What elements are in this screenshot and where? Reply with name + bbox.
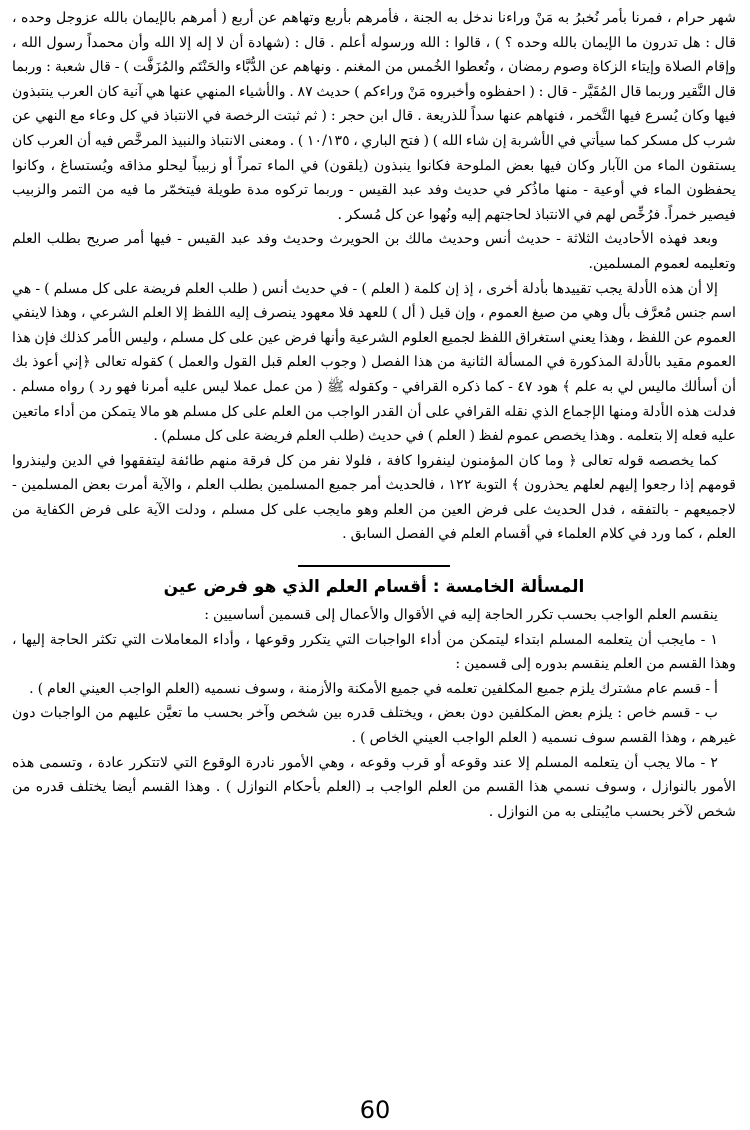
section-intro: ينقسم العلم الواجب بحسب تكرر الحاجة إليه في الأقوال والأعمال إلى قسمين أساسيين :	[204, 607, 718, 624]
list-item-1b: ب - قسم خاص : يلزم بعض المكلفين دون بعض ، ويختلف قدره بين شخص وآخر بحسب ما تعيَّن عليهم من الواجبات دون غيرهم ، وهذا القسم سوف نسميه ( العلم الواجب العيني الخاص ) .	[12, 705, 736, 747]
section-divider	[298, 565, 450, 567]
body-paragraph-2: وبعد فهذه الأحاديث الثلاثة - حديث أنس وحديث مالك بن الحويرث وحديث وفد عبد القيس - فيها أمر صريح بطلب العلم وتعليمه لعموم المسلمين.	[12, 231, 736, 272]
body-paragraph-4: كما يخصصه قوله تعالى ﴿ وما كان المؤمنون لينفروا كافة ، فلولا نفر من كل فرقة منهم طائفة ليتفقهوا في الدين ولينذروا قومهم إذا رجعوا إليهم لعلهم يحذرون ﴾ التوبة ١٢٢ ، فالحديث أمر جميع المسلمين بطلب العلم ، والآية أمرت بعض المسلمين - لاجميعهم - بالتفقه ، فدل الحديث على فرض العين من العلم وهو مايجب على كل مسلم ، ودلت الآية على فرض الكفاية من العلم ، كما ورد في كلام العلماء في أقسام العلم في الفصل السابق .	[12, 452, 736, 543]
page-number: 60	[359, 1096, 391, 1124]
section-title: المسألة الخامسة : أقسام العلم الذي هو فرض عين	[163, 577, 585, 598]
body-paragraph-1: شهر حرام ، فمرنا بأمر نُخبرُ به مَنْ وراءنا ندخل به الجنة ، فأمرهم بأربع وتهاهم عن أربع ( أمرهم بالإيمان بالله عزوجل وحده ، قال : هل تدرون ما الإيمان بالله وحده ؟ ) ، قالوا : الله ورسوله أعلم . قال : (شهادة أن لا إله إلا الله وأن محمداً رسول الله ، وإقام الصلاة وإيتاء الزكاة وصوم رمضان ، وتُعطوا الخُمس من المغنم . ونهاهم عن الدُّبَّاء والحَنْتَم والمُزَفَّت ) - قال شعبة : وربما قال النَّقير وربما قال المُقَيَّر - قال : ( احفظوه وأخبروه مَنْ وراءكم ) حديث ٨٧ . والأشياء المنهي عنها هي آنية كان العرب ينتبذون فيها وكان يُسرع فيها التَّخمر ، فنهاهم عنها سداً للذريعة . قال ابن حجر : ( ثم ثبتت الرخصة في الانتباذ في كل وعاء مع النهي عن شرب كل مسكر كما سيأتي في الأشربة إن شاء الله ) ( فتح الباري ، ١٠/١٣٥ ) . ومعنى الانتباذ والنبيذ المرخَّص فيه أن العرب كان يستقون الماء من الآبار وكان فيها بعض الملوحة فكانوا ينبذون (يلقون) في الماء تمراً أو زبيباً ليحلو مذاقه ويُستساغ ، وكانوا يحفظون الماء في أوعية - منها ماذُكر في حديث وفد عبد القيس - وربما تركوه مدة طويلة فيتخمّر ما فيه من التمر والزبيب فيصير خمراً. فرُخِّص لهم في الانتباذ لحاجتهم إليه ونُهوا عن كل مُسكر .	[12, 10, 736, 223]
list-item-2: ٢ - مالا يجب أن يتعلمه المسلم إلا عند وقوعه أو قرب وقوعه ، وهي الأمور نادرة الوقوع التي لاتتكرر عادة ، وتسمى هذه الأمور بالنوازل ، وسوف نسمي هذا القسم من العلم الواجب بـ (العلم بأحكام النوازل ) . وهذا القسم أيضا يختلف قدره من شخص لآخر بحسب مايُبتلى به من النوازل .	[12, 754, 736, 820]
list-item-1a: أ - قسم عام مشترك يلزم جميع المكلفين تعلمه في جميع الأمكنة والأزمنة ، وسوف نسميه (العلم الواجب العيني العام ) .	[29, 680, 718, 697]
body-paragraph-3: إلا أن هذه الأدلة يجب تقييدها بأدلة أخرى ، إذ إن كلمة ( العلم ) - في حديث أنس ( طلب العلم فريضة على كل مسلم ) - هي اسم جنس مُعرَّف بأل وهي من صيغ العموم ، وإن قيل ( أل ) للعهد فلا معهود ينصرف إليه اللفظ إلا العلم الشرعي ، وهذا لاينفي العموم عن اللفظ ، وهذا يعني استغراق اللفظ لجميع العلوم الشرعية وأنها فرض عين على كل مسلم ، وليس الأمر كذلك فإن هذا العموم مقيد بالأدلة المذكورة في المسألة الثانية من هذا الفصل ( وجوب العلم قبل القول والعمل ) كقوله تعالى ﴿إني أعوذ بك أن أسألك ماليس لي به علم ﴾ هود ٤٧ - كما ذكره القرافي - وكقوله ﷺ ( من عمل عملا ليس عليه أمرنا فهو رد ) رواه مسلم . فدلت هذه الأدلة ومنها الإجماع الذي نقله القرافي على أن القدر الواجب من العلم على كل مسلم هو مالا يتمكن من أداء ماتعين عليه فعله إلا بتعلمه . وهذا يخصص عموم لفظ ( العلم ) في حديث (طلب العلم فريضة على كل مسلم) .	[12, 280, 737, 445]
list-item-1: ١ - مايجب أن يتعلمه المسلم ابتداء ليتمكن من أداء الواجبات التي يتكرر وقوعها ، وأداء المعاملات التي تكثر الحاجة إليها ، وهذا القسم من العلم ينقسم بدوره إلى قسمين :	[12, 631, 736, 673]
